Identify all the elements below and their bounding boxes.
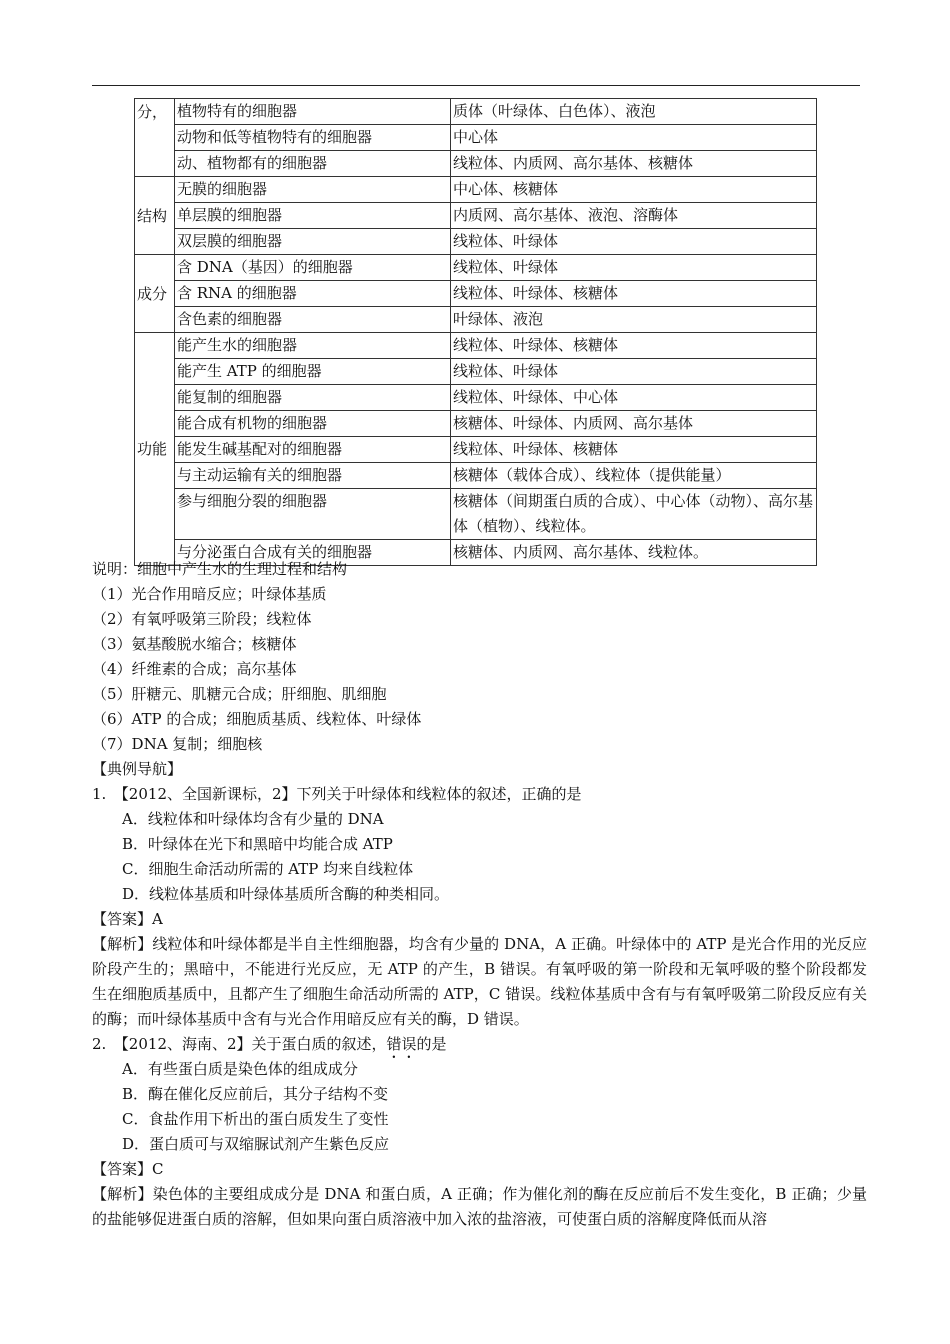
organelle-list-cell: 线粒体、叶绿体、核糖体 xyxy=(451,333,817,359)
note-item: （6）ATP 的合成；细胞质基质、线粒体、叶绿体 xyxy=(92,710,422,728)
table-row xyxy=(135,99,817,125)
organelle-list-cell: 核糖体（载体合成）、线粒体（提供能量） xyxy=(451,463,817,489)
organelle-type-cell: 与主动运输有关的细胞器 xyxy=(175,463,451,489)
question-2-stem-pre: 2. 【2012、海南、2】关于蛋白质的叙述， xyxy=(92,1035,387,1053)
question-2-stem-post: 的是 xyxy=(416,1035,447,1053)
organelle-list-cell: 核糖体、叶绿体、内质网、高尔基体 xyxy=(451,411,817,437)
note-item: （5）肝糖元、肌糖元合成；肝细胞、肌细胞 xyxy=(92,685,387,703)
question-2-option: B．酶在催化反应前后，其分子结构不变 xyxy=(122,1085,389,1103)
organelle-list-cell: 线粒体、叶绿体、中心体 xyxy=(451,385,817,411)
organelle-list-cell: 内质网、高尔基体、液泡、溶酶体 xyxy=(451,203,817,229)
table-row xyxy=(135,359,817,385)
table-row xyxy=(135,437,817,463)
organelle-list-cell: 核糖体（间期蛋白质的合成）、中心体（动物）、高尔基体（植物）、线粒体。 xyxy=(451,489,817,540)
table-row xyxy=(135,151,817,177)
question-2-stem xyxy=(92,1032,867,1057)
organelle-list-cell: 线粒体、内质网、高尔基体、核糖体 xyxy=(451,151,817,177)
organelle-list-cell: 线粒体、叶绿体 xyxy=(451,359,817,385)
question-1-answer: 【答案】A xyxy=(92,910,163,928)
organelle-list-cell: 中心体、核糖体 xyxy=(451,177,817,203)
table-row xyxy=(135,281,817,307)
organelle-type-cell: 能产生水的细胞器 xyxy=(175,333,451,359)
note-item: （1）光合作用暗反应；叶绿体基质 xyxy=(92,585,327,603)
table-row xyxy=(135,489,817,540)
note-title: 说明：细胞中产生水的生理过程和结构 xyxy=(92,560,348,578)
table-row xyxy=(135,203,817,229)
note-item: （4）纤维素的合成；高尔基体 xyxy=(92,660,297,678)
category-cell: 功能 xyxy=(135,333,175,566)
organelle-type-cell: 动物和低等植物特有的细胞器 xyxy=(175,125,451,151)
organelle-list-cell: 线粒体、叶绿体 xyxy=(451,255,817,281)
organelle-list-cell: 线粒体、叶绿体、核糖体 xyxy=(451,281,817,307)
question-2-option: D．蛋白质可与双缩脲试剂产生紫色反应 xyxy=(122,1135,390,1153)
organelle-list-cell: 线粒体、叶绿体、核糖体 xyxy=(451,437,817,463)
question-1-option: C．细胞生命活动所需的 ATP 均来自线粒体 xyxy=(122,860,414,878)
table-row xyxy=(135,333,817,359)
section-title: 【典例导航】 xyxy=(92,760,183,778)
organelle-type-cell: 能复制的细胞器 xyxy=(175,385,451,411)
table-row xyxy=(135,177,817,203)
organelle-list-cell: 线粒体、叶绿体 xyxy=(451,229,817,255)
organelle-type-cell: 含 DNA（基因）的细胞器 xyxy=(175,255,451,281)
table-row xyxy=(135,255,817,281)
category-cell: 分， xyxy=(135,99,175,177)
question-2-stem-emphasis: 错误 xyxy=(386,1035,417,1053)
note-item: （7）DNA 复制；细胞核 xyxy=(92,735,263,753)
question-2-answer: 【答案】C xyxy=(92,1160,164,1178)
organelle-table xyxy=(134,98,817,566)
organelle-type-cell: 无膜的细胞器 xyxy=(175,177,451,203)
note-item: （3）氨基酸脱水缩合；核糖体 xyxy=(92,635,297,653)
table-row xyxy=(135,385,817,411)
question-1-analysis: 【解析】线粒体和叶绿体都是半自主性细胞器，均含有少量的 DNA，A 正确。叶绿体中的 ATP 是光合作用的光反应阶段产生的；黑暗中，不能进行光反应，无 ATP 的产生，B 错误。有氧呼吸的第一阶段和无氧呼吸的整个阶段都发生在细胞质基质中，且都产生了细胞生命活动所需的 ATP，C 错误。线粒体基质中含有与有氧呼吸第二阶段反应有关的酶；而叶绿体基质中含有与光合作用暗反应有关的酶，D 错误。 xyxy=(92,935,867,1028)
organelle-type-cell: 能产生 ATP 的细胞器 xyxy=(175,359,451,385)
table-row xyxy=(135,411,817,437)
organelle-list-cell: 核糖体、内质网、高尔基体、线粒体。 xyxy=(451,540,817,566)
question-1-option: A．线粒体和叶绿体均含有少量的 DNA xyxy=(122,810,384,828)
organelle-type-cell: 含色素的细胞器 xyxy=(175,307,451,333)
question-2-analysis: 【解析】染色体的主要组成成分是 DNA 和蛋白质，A 正确；作为催化剂的酶在反应前后不发生变化，B 正确；少量的盐能够促进蛋白质的溶解，但如果向蛋白质溶液中加入浓的盐溶液，可使蛋白质的溶解度降低而从溶 xyxy=(92,1185,867,1228)
note-item: （2）有氧呼吸第三阶段；线粒体 xyxy=(92,610,312,628)
table-row xyxy=(135,125,817,151)
organelle-list-cell: 中心体 xyxy=(451,125,817,151)
organelle-type-cell: 能发生碱基配对的细胞器 xyxy=(175,437,451,463)
question-1-stem: 1. 【2012、全国新课标，2】下列关于叶绿体和线粒体的叙述，正确的是 xyxy=(92,785,582,803)
organelle-type-cell: 植物特有的细胞器 xyxy=(175,99,451,125)
category-cell: 成分 xyxy=(135,255,175,333)
organelle-type-cell: 单层膜的细胞器 xyxy=(175,203,451,229)
question-1-option: B．叶绿体在光下和黑暗中均能合成 ATP xyxy=(122,835,393,853)
note-section xyxy=(92,557,867,1232)
organelle-type-cell: 参与细胞分裂的细胞器 xyxy=(175,489,451,540)
question-2-option: A．有些蛋白质是染色体的组成成分 xyxy=(122,1060,358,1078)
organelle-type-cell: 含 RNA 的细胞器 xyxy=(175,281,451,307)
organelle-list-cell: 叶绿体、液泡 xyxy=(451,307,817,333)
question-1-option: D．线粒体基质和叶绿体基质所含酶的种类相同。 xyxy=(122,885,450,903)
question-2-option: C．食盐作用下析出的蛋白质发生了变性 xyxy=(122,1110,389,1128)
organelle-type-cell: 能合成有机物的细胞器 xyxy=(175,411,451,437)
organelle-type-cell: 双层膜的细胞器 xyxy=(175,229,451,255)
table-row xyxy=(135,229,817,255)
category-cell: 结构 xyxy=(135,177,175,255)
organelle-list-cell: 质体（叶绿体、白色体）、液泡 xyxy=(451,99,817,125)
organelle-type-cell: 与分泌蛋白合成有关的细胞器 xyxy=(175,540,451,566)
header-rule xyxy=(92,85,860,86)
table-row xyxy=(135,307,817,333)
table-row xyxy=(135,463,817,489)
organelle-type-cell: 动、植物都有的细胞器 xyxy=(175,151,451,177)
